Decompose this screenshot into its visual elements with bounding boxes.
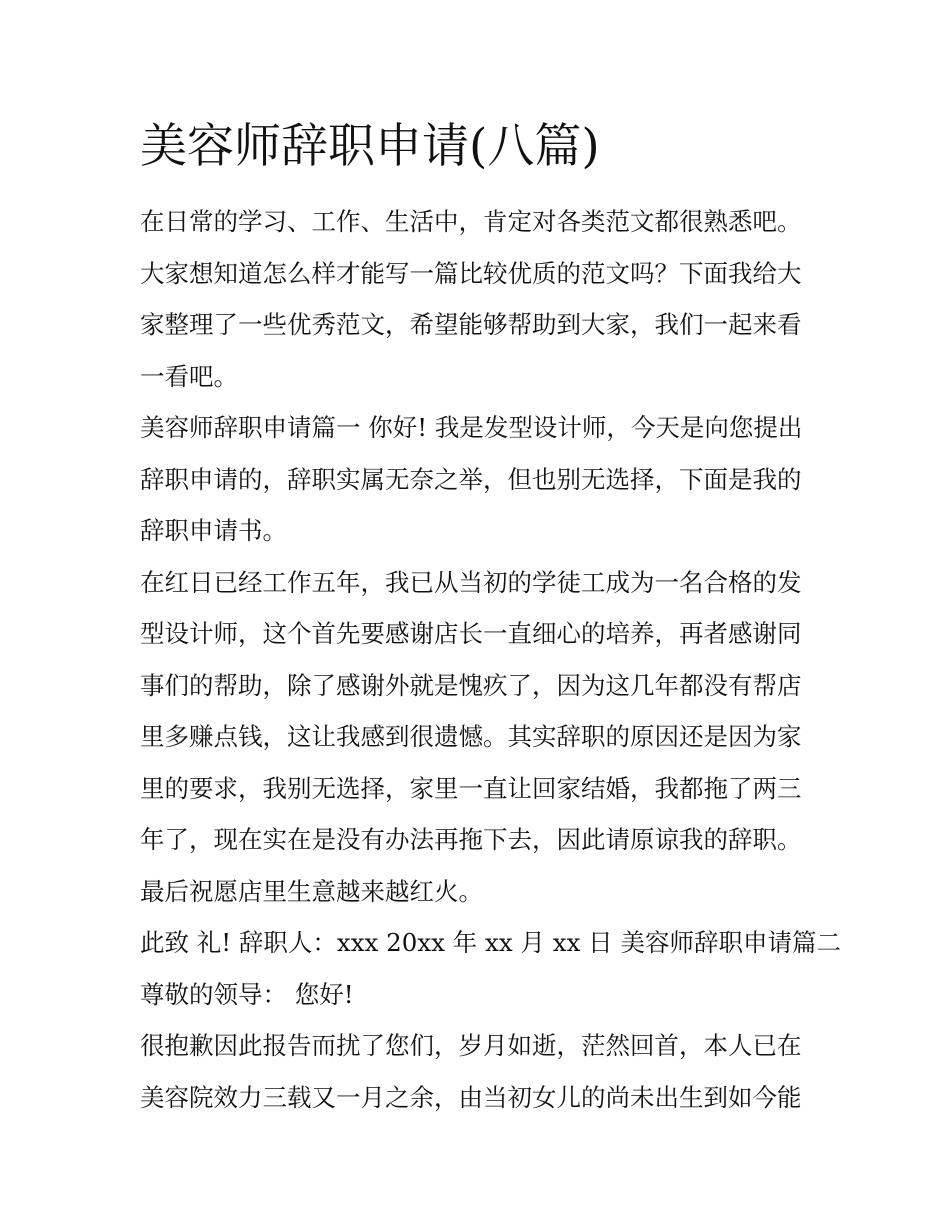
text-line: 最后祝愿店里生意越来越红火。 — [140, 876, 483, 906]
document-body — [140, 196, 841, 1123]
text-line: 里的要求，我别无选择，家里一直让回家结婚，我都拖了两三 — [140, 773, 802, 803]
text-line: 辞职申请的，辞职实属无奈之举，但也别无选择，下面是我的 — [140, 464, 802, 494]
text-line: 一看吧。 — [140, 361, 238, 391]
text-line: 型设计师，这个首先要感谢店长一直细心的培养，再者感谢同 — [140, 619, 802, 648]
text-line: 在日常的学习、工作、生活中，肯定对各类范文都很熟悉吧。 — [140, 207, 802, 236]
text-line: 此致 礼! 辞职人：xxx 20xx 年 xx 月 xx 日 美容师辞职申请篇二 — [140, 928, 841, 957]
text-line: 事们的帮助，除了感谢外就是愧疚了，因为这几年都没有帮店 — [140, 670, 802, 700]
text-line: 美容师辞职申请篇一 你好! 我是发型设计师，今天是向您提出 — [140, 413, 803, 442]
text-line: 美容院效力三载又一月之余，由当初女儿的尚未出生到如今能 — [140, 1082, 802, 1112]
text-line: 年了，现在实在是没有办法再拖下去，因此请原谅我的辞职。 — [140, 825, 802, 854]
text-line: 辞职申请书。 — [140, 516, 287, 545]
text-line: 在红日已经工作五年，我已从当初的学徒工成为一名合格的发 — [140, 567, 802, 597]
text-line: 很抱歉因此报告而扰了您们，岁月如逝，茫然回首，本人已在 — [140, 1031, 802, 1060]
text-line: 里多赚点钱，这让我感到很遗憾。其实辞职的原因还是因为家 — [140, 722, 802, 751]
text-line: 大家想知道怎么样才能写一篇比较优质的范文吗？下面我给大 — [140, 258, 802, 288]
document-title: 美容师辞职申请(八篇) — [140, 119, 600, 174]
text-line: 尊敬的领导： 您好! — [140, 979, 354, 1009]
text-line: 家整理了一些优秀范文，希望能够帮助到大家，我们一起来看 — [140, 310, 802, 339]
